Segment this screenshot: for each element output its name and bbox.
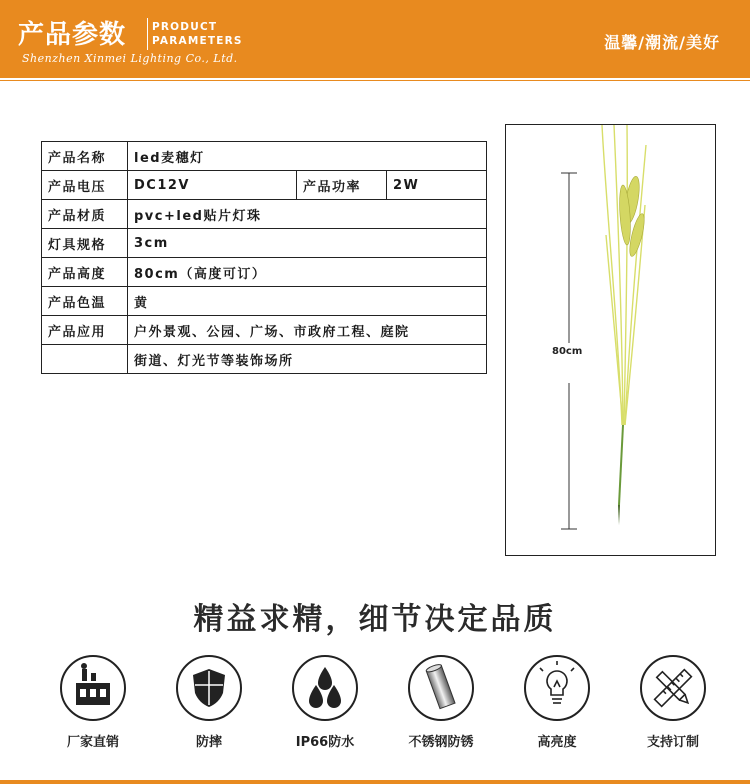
table-row	[42, 258, 487, 287]
ruler-pencil-icon	[640, 655, 706, 721]
feature-label: 不锈钢防锈	[408, 735, 474, 750]
feature-stainless-steel	[396, 655, 486, 750]
page-title: 产品参数	[18, 20, 127, 50]
spec-table	[41, 141, 487, 374]
steel-tube-icon	[408, 655, 474, 721]
slogan: 温馨/潮流/美好	[604, 33, 720, 52]
feature-high-brightness	[512, 655, 602, 750]
dimension-label: 80cm	[552, 346, 583, 357]
table-row	[42, 316, 487, 345]
water-drops-icon	[292, 655, 358, 721]
feature-label: 防摔	[195, 735, 222, 750]
spec-value: 黄	[128, 287, 487, 316]
company-name: Shenzhen Xinmei Lighting Co., Ltd.	[22, 52, 238, 65]
spec-label: 产品高度	[42, 258, 128, 287]
page-title-english	[152, 20, 243, 48]
feature-customizable	[628, 655, 718, 750]
feature-factory-direct	[48, 655, 138, 750]
spec-label: 灯具规格	[42, 229, 128, 258]
table-row	[42, 171, 487, 200]
shield-icon	[176, 655, 242, 721]
table-row	[42, 287, 487, 316]
wheat-stalk	[602, 125, 646, 425]
table-row	[42, 142, 487, 171]
spec-value: 3cm	[128, 229, 487, 258]
footer-accent-line	[0, 780, 750, 784]
spec-value: 户外景观、公园、广场、市政府工程、庭院	[128, 316, 487, 345]
spec-value: 80cm（高度可订）	[128, 258, 487, 287]
feature-label: 支持订制	[646, 735, 699, 750]
header-underline	[0, 80, 750, 81]
title-en-line1: PRODUCT	[152, 21, 218, 33]
quality-heading: 精益求精，细节决定品质	[193, 602, 557, 637]
feature-label: IP66防水	[295, 735, 355, 750]
spec-label: 产品功率	[297, 171, 387, 200]
spec-label: 产品应用	[42, 316, 128, 345]
table-row	[42, 200, 487, 229]
spec-value: 街道、灯光节等装饰场所	[128, 345, 487, 374]
spec-value: 2W	[387, 171, 487, 200]
feature-label: 厂家直销	[66, 735, 119, 750]
spec-label-empty	[42, 345, 128, 374]
spec-value: DC12V	[128, 171, 297, 200]
title-en-line2: PARAMETERS	[152, 35, 243, 47]
spec-label: 产品色温	[42, 287, 128, 316]
wheat-lamp-illustration	[506, 125, 714, 554]
spec-label: 产品材质	[42, 200, 128, 229]
feature-waterproof	[280, 655, 370, 750]
spec-label: 产品名称	[42, 142, 128, 171]
table-row	[42, 229, 487, 258]
spec-label: 产品电压	[42, 171, 128, 200]
light-bulb-icon	[524, 655, 590, 721]
feature-drop-proof	[164, 655, 254, 750]
lamp-stem	[618, 425, 624, 525]
table-row	[42, 345, 487, 374]
spec-value: led麦穗灯	[128, 142, 487, 171]
spec-value: pvc+led贴片灯珠	[128, 200, 487, 229]
header-banner	[0, 0, 750, 78]
product-image-frame	[505, 124, 716, 556]
title-divider	[147, 18, 148, 50]
factory-icon	[60, 655, 126, 721]
feature-label: 高亮度	[537, 735, 577, 750]
